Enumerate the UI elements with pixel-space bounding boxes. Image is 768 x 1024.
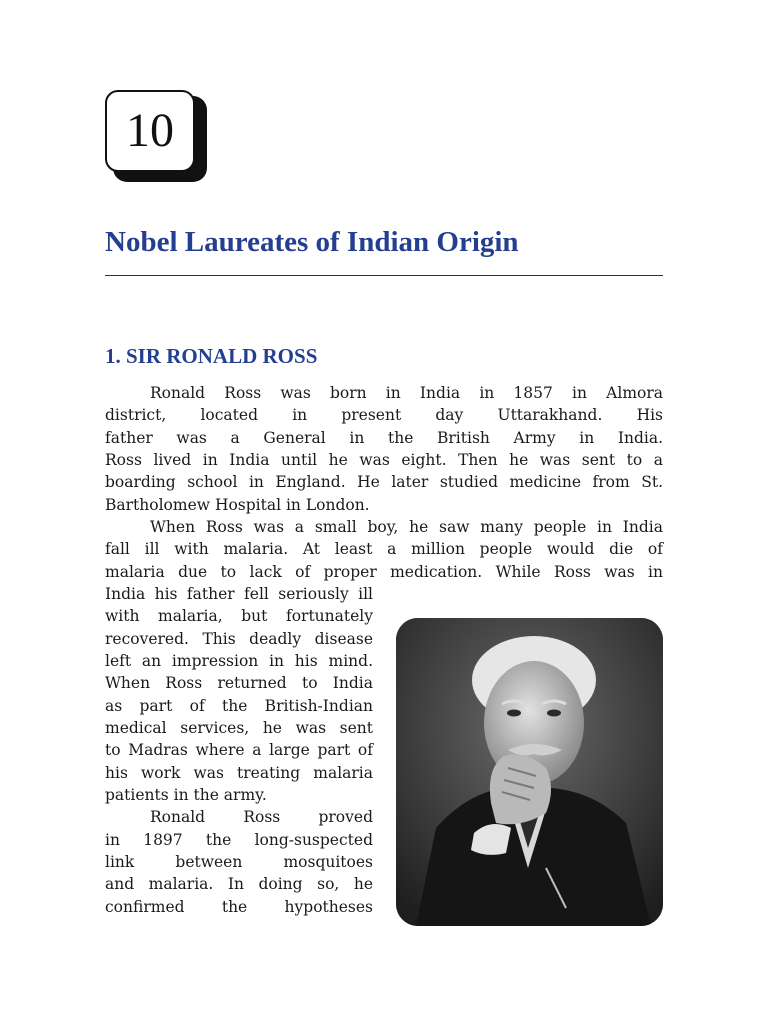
ronald-ross-portrait [396, 618, 663, 926]
chapter-title: Nobel Laureates of Indian Origin [105, 226, 519, 258]
text-line: Ronald Ross proved [150, 808, 373, 826]
title-divider [105, 275, 663, 276]
text-line: link between mosquitoes [105, 853, 373, 871]
text-line: district, located in present day Uttarakhand. His [105, 406, 663, 424]
text-line: with malaria, but fortunately [105, 607, 373, 625]
section-heading: 1. SIR RONALD ROSS [105, 344, 318, 368]
text-line: recovered. This deadly disease [105, 630, 373, 648]
text-line: in 1897 the long-suspected [105, 831, 373, 849]
text-line: boarding school in England. He later studied medicine from St. [105, 473, 663, 491]
chapter-number: 10 [105, 90, 195, 172]
text-line: and malaria. In doing so, he [105, 875, 373, 893]
text-line: medical services, he was sent [105, 719, 373, 737]
text-line: Ross lived in India until he was eight. Then he was sent to a [105, 451, 663, 469]
text-line: left an impression in his mind. [105, 652, 373, 670]
text-line: When Ross returned to India [105, 674, 373, 692]
text-line: father was a General in the British Army in India. [105, 429, 663, 447]
text-line: India his father fell seriously ill [105, 585, 373, 603]
text-line: Bartholomew Hospital in London. [105, 496, 370, 514]
text-line: to Madras where a large part of [105, 741, 373, 759]
text-line: Ronald Ross was born in India in 1857 in Almora [150, 384, 663, 402]
text-line: fall ill with malaria. At least a million people would die of [105, 540, 663, 558]
text-line: When Ross was a small boy, he saw many people in India [150, 518, 663, 536]
text-line: his work was treating malaria [105, 764, 373, 782]
text-line: confirmed the hypotheses [105, 898, 373, 916]
text-line: as part of the British-Indian [105, 697, 373, 715]
text-line: patients in the army. [105, 786, 267, 804]
text-line: malaria due to lack of proper medication. While Ross was in [105, 563, 663, 581]
